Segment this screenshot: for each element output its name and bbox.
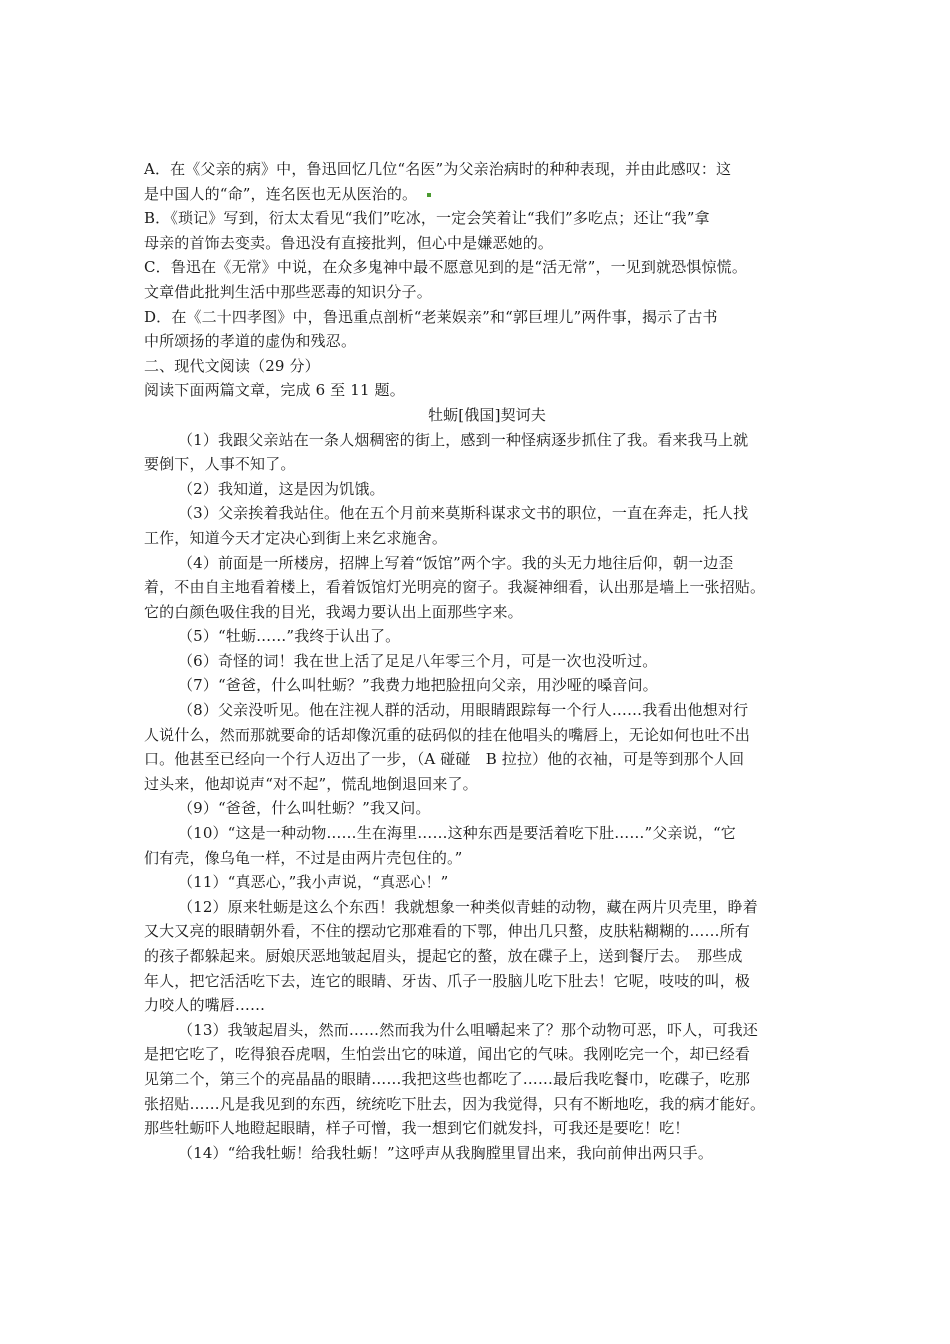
paragraph-line: （1）我跟父亲站在一条人烟稠密的街上，感到一种怪病逐步抓住了我。看来我马上就 — [178, 430, 749, 449]
paragraph-line: 张招贴……凡是我见到的东西，统统吃下肚去，因为我觉得，只有不断地吃，我的病才能好。 — [144, 1094, 766, 1113]
option-b-line-2: 母亲的首饰去变卖。鲁迅没有直接批判，但心中是嫌恶她的。 — [144, 233, 554, 252]
paragraph-2 — [144, 477, 810, 502]
paragraph-13 — [144, 1018, 810, 1141]
paragraph-line: 的孩子都躲起来。厨娘厌恶地皱起眉头，提起它的螯，放在碟子上，送到餐厅去。 那些成 — [144, 947, 743, 965]
paragraph-line: （5）“牡蛎……”我终于认出了。 — [178, 627, 401, 646]
paragraph-line: 工作，知道今天才定决心到街上来乞求施舍。 — [144, 528, 448, 547]
option-a-line-2 — [144, 182, 810, 207]
option-b-line-1: B．《琐记》写到，衍太太看见“我们”吃冰，一定会笑着让“我们”多吃点；还让“我”拿 — [144, 209, 710, 228]
paragraph-line: 是把它吃了，吃得狼吞虎咽，生怕尝出它的味道，闻出它的气味。我刚吃完一个，却已经看 — [144, 1045, 751, 1064]
paragraph-5 — [144, 624, 810, 649]
paragraph-11 — [144, 870, 810, 895]
paragraph-line: （4）前面是一所楼房，招牌上写着“饭馆”两个字。我的头无力地往后仰，朝一边歪 — [178, 553, 734, 572]
document-page — [144, 157, 810, 1165]
option-d-line-1: D．在《二十四孝图》中，鲁迅重点剖析“老莱娱亲”和“郭巨埋儿”两件事，揭示了古书 — [144, 307, 718, 326]
paragraph-line: （9）“爸爸，什么叫牡蛎？”我又问。 — [178, 799, 431, 818]
green-dot-mark — [427, 193, 431, 197]
reading-instruction: 阅读下面两篇文章，完成 6 至 11 题。 — [144, 381, 405, 400]
paragraph-line: （11）“真恶心，”我小声说，“真恶心！” — [178, 873, 449, 892]
paragraph-line: 们有壳，像乌龟一样，不过是由两片壳包住的。” — [144, 848, 463, 867]
section-heading: 二、现代文阅读（29 分） — [144, 356, 320, 375]
paragraph-line: （10）“这是一种动物……生在海里……这种东西是要活着吃下肚……”父亲说，“它 — [178, 824, 736, 843]
paragraph-9 — [144, 796, 810, 821]
paragraph-line: 着，不由自主地看着楼上，看着饭馆灯光明亮的窗子。我凝神细看，认出那是墙上一张招贴。 — [144, 578, 766, 597]
option-a-line-1: A．在《父亲的病》中，鲁迅回忆几位“名医”为父亲治病时的种种表现，并由此感叹：这 — [144, 160, 732, 178]
paragraph-3 — [144, 501, 810, 550]
option-c-line-1: C．鲁迅在《无常》中说，在众多鬼神中最不愿意见到的是“活无常”，一见到就恐惧惊慌。 — [144, 258, 747, 277]
paragraph-line: （8）父亲没听见。他在注视人群的活动，用眼睛跟踪每一个行人……我看出他想对行 — [178, 701, 749, 720]
paragraph-line: 要倒下，人事不知了。 — [144, 455, 296, 474]
paragraph-line: 那些牡蛎吓人地瞪起眼睛，样子可憎，我一想到它们就发抖，可我还是要吃！吃！ — [144, 1119, 690, 1138]
paragraph-line: 年人，把它活活吃下去，连它的眼睛、牙齿、爪子一股脑儿吃下肚去！它呢，吱吱的叫，极 — [144, 971, 751, 990]
paragraph-line: 又大又亮的眼睛朝外看，不住的摆动它那难看的下鄂，伸出几只螯，皮肤粘糊糊的……所有 — [144, 922, 751, 941]
option-c-line-2: 文章借此批判生活中那些恶毒的知识分子。 — [144, 282, 432, 301]
paragraph-line: 口。他甚至已经向一个行人迈出了一步，（A 碰碰 B 拉拉）他的衣袖，可是等到那个人回 — [144, 750, 745, 769]
paragraph-line: （2）我知道，这是因为饥饿。 — [178, 479, 385, 498]
paragraph-1 — [144, 428, 810, 477]
paragraph-line: （14）“给我牡蛎！给我牡蛎！”这呼声从我胸膛里冒出来，我向前伸出两只手。 — [178, 1143, 713, 1162]
option-d-line-2: 中所颂扬的孝道的虚伪和残忍。 — [144, 332, 357, 351]
option-c — [144, 255, 810, 304]
paragraph-line: （6）奇怪的词！我在世上活了足足八年零三个月，可是一次也没听过。 — [178, 651, 658, 670]
paragraph-line: 过头来，他却说声“对不起”，慌乱地倒退回来了。 — [144, 774, 478, 793]
paragraph-10 — [144, 821, 810, 870]
paragraph-6 — [144, 649, 810, 674]
article-title: 牡蛎[俄国]契诃夫 — [427, 405, 547, 424]
paragraph-7 — [144, 673, 810, 698]
paragraph-line: （7）“爸爸，什么叫牡蛎？”我费力地把脸扭向父亲，用沙哑的嗓音问。 — [178, 676, 658, 695]
paragraph-line: 力咬人的嘴唇…… — [144, 996, 266, 1015]
paragraph-4 — [144, 551, 810, 625]
paragraph-line: （3）父亲挨着我站住。他在五个月前来莫斯科谋求文书的职位，一直在奔走，托人找 — [178, 504, 749, 523]
paragraph-line: 它的白颜色吸住我的目光，我竭力要认出上面那些字来。 — [144, 602, 523, 621]
paragraph-line: 见第二个，第三个的亮晶晶的眼睛……我把这些也都吃了……最后我吃餐巾，吃碟子，吃那 — [144, 1069, 751, 1088]
option-a — [144, 157, 810, 206]
paragraph-line: （12）原来牡蛎是这么个东西！我就想象一种类似青蛙的动物，藏在两片贝壳里，睁着 — [178, 897, 758, 916]
paragraph-14 — [144, 1141, 810, 1166]
paragraph-line: 人说什么，然而那就要命的话却像沉重的砝码似的挂在他唱头的嘴唇上，无论如何也吐不出 — [144, 725, 751, 744]
paragraph-line: （13）我皱起眉头，然而……然而我为什么咀嚼起来了？那个动物可恶，吓人，可我还 — [178, 1020, 758, 1039]
option-b — [144, 206, 810, 255]
paragraph-12 — [144, 895, 810, 1018]
paragraph-8 — [144, 698, 810, 796]
option-a-line-2-text: 是中国人的“命”，连名医也无从医治的。 — [144, 184, 418, 203]
option-d — [144, 305, 810, 354]
